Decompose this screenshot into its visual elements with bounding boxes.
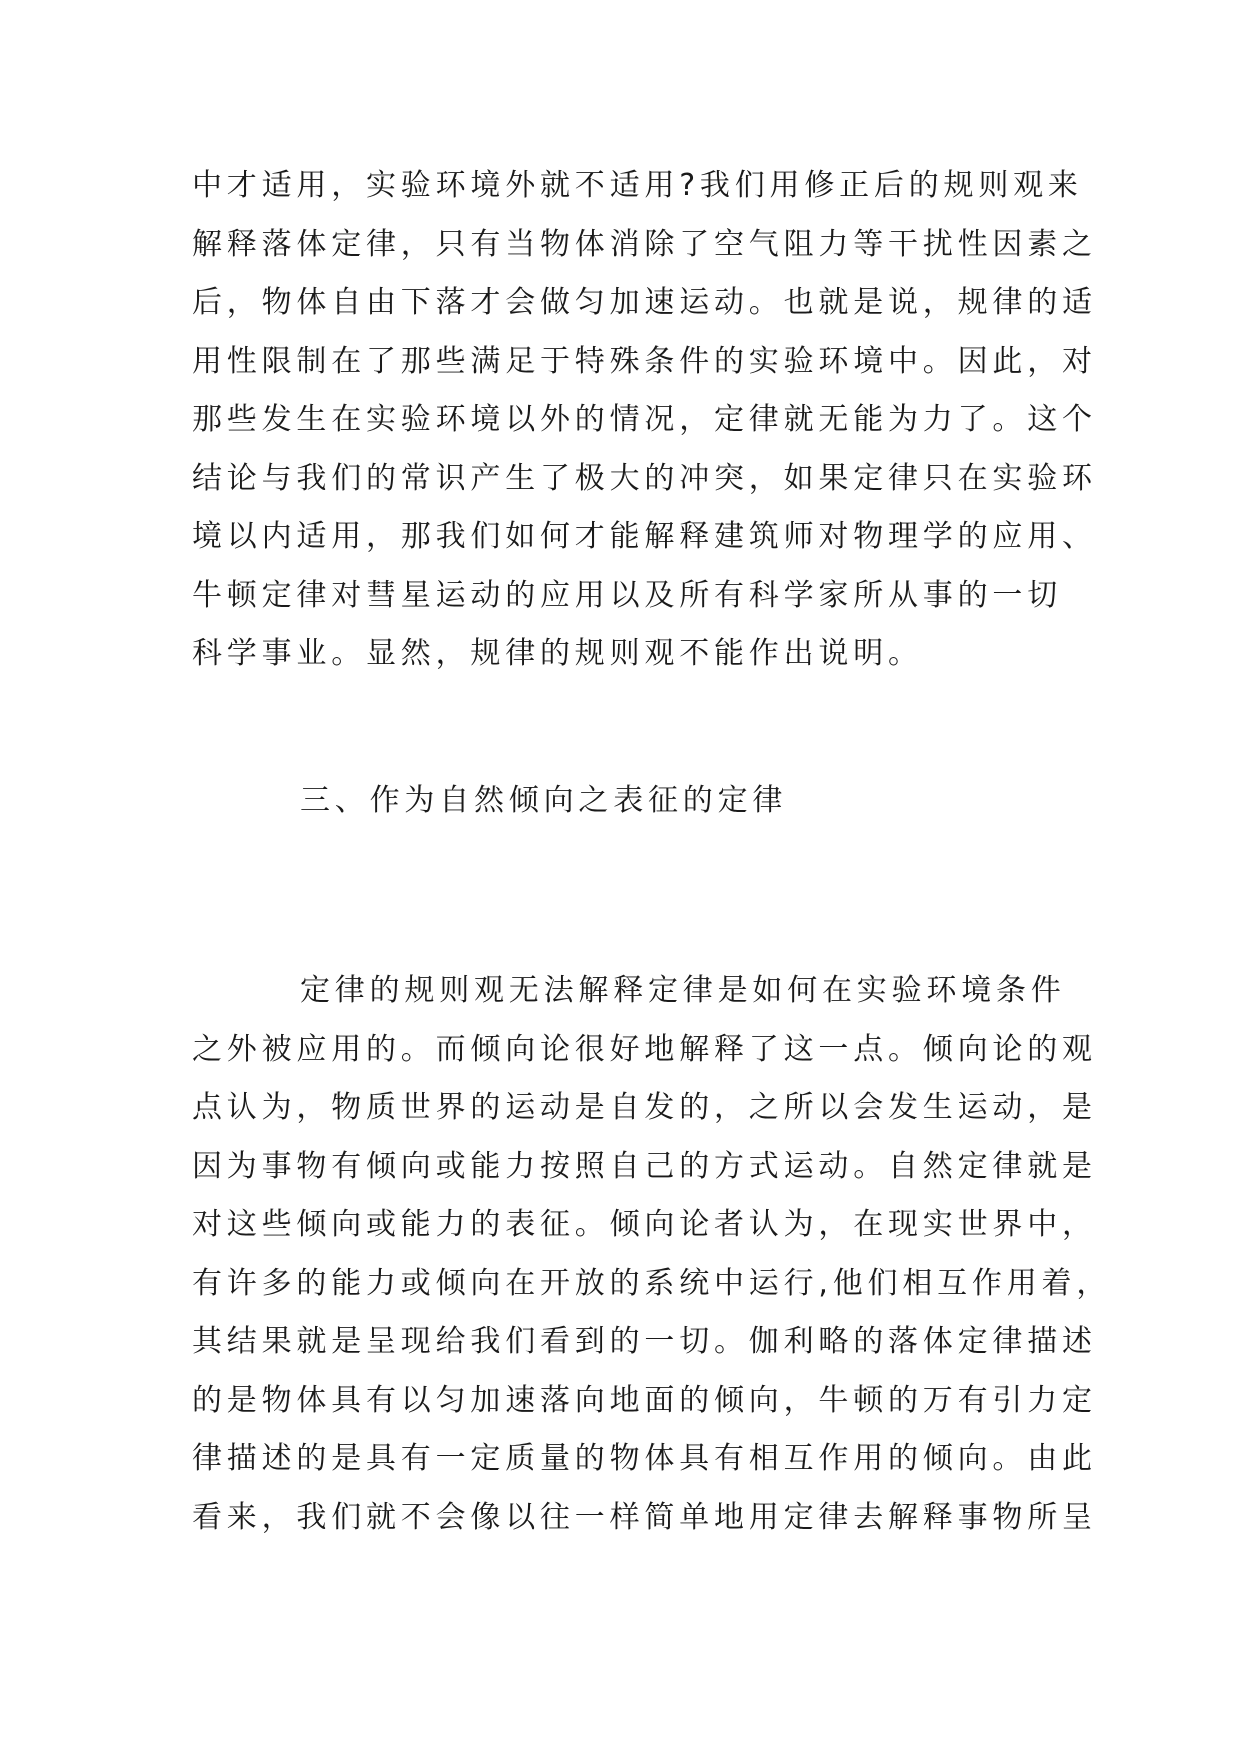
paragraph-line: 境以内适用，那我们如何才能解释建筑师对物理学的应用、	[192, 519, 1097, 554]
paragraph-line: 定律的规则观无法解释定律是如何在实验环境条件	[300, 973, 1066, 1008]
paragraph-line: 结论与我们的常识产生了极大的冲突，如果定律只在实验环	[192, 460, 1097, 496]
section-heading: 三、作为自然倾向之表征的定律	[300, 783, 788, 818]
paragraph-line: 那些发生在实验环境以外的情况，定律就无能为力了。这个	[192, 402, 1097, 437]
paragraph-line: 解释落体定律，只有当物体消除了空气阻力等干扰性因素之	[192, 226, 1097, 262]
paragraph-line: 牛顿定律对彗星运动的应用以及所有科学家所从事的一切	[192, 577, 1062, 613]
paragraph-line: 科学事业。显然，规律的规则观不能作出说明。	[192, 636, 923, 671]
paragraph-line: 因为事物有倾向或能力按照自己的方式运动。自然定律就是	[192, 1148, 1097, 1184]
paragraph-line: 律描述的是具有一定质量的物体具有相互作用的倾向。由此	[192, 1441, 1097, 1476]
paragraph-line: 其结果就是呈现给我们看到的一切。伽利略的落体定律描述	[192, 1324, 1097, 1359]
paragraph-line: 之外被应用的。而倾向论很好地解释了这一点。倾向论的观	[192, 1031, 1097, 1067]
paragraph-2	[192, 962, 1112, 1547]
paragraph-line: 中才适用，实验环境外就不适用?我们用修正后的规则观来	[192, 168, 1083, 203]
paragraph-line: 点认为，物质世界的运动是自发的，之所以会发生运动，是	[192, 1090, 1097, 1125]
paragraph-1	[192, 157, 1097, 684]
paragraph-line: 后，物体自由下落才会做匀加速运动。也就是说，规律的适	[192, 285, 1097, 320]
paragraph-line: 对这些倾向或能力的表征。倾向论者认为，在现实世界中，	[192, 1207, 1097, 1242]
paragraph-line: 看来，我们就不会像以往一样简单地用定律去解释事物所呈	[192, 1499, 1097, 1535]
paragraph-line: 的是物体具有以匀加速落向地面的倾向，牛顿的万有引力定	[192, 1382, 1097, 1418]
paragraph-line: 用性限制在了那些满足于特殊条件的实验环境中。因此，对	[192, 343, 1097, 379]
paragraph-line: 有许多的能力或倾向在开放的系统中运行,他们相互作用着，	[192, 1265, 1112, 1301]
